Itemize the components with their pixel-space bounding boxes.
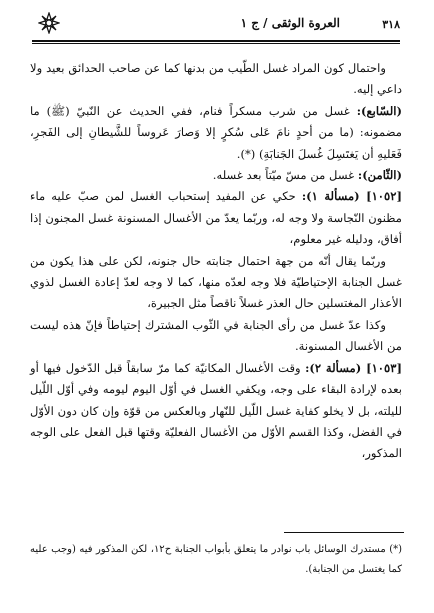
footnote: (*) مستدرك الوسائل باب نوادر ما يتعلق بأبواب الجنابة ح١٢، لكن المذكور فيه (وجب عليه كما يغتسل من الجنابة). [30, 544, 402, 575]
item-label: (السّابع): [356, 103, 402, 118]
footnote-marker: (*) [389, 544, 402, 555]
paragraph: (الثّامن): غسل من مسّ ميّتاً بعد غسله. [212, 168, 402, 183]
paragraph: [١٠٥٢] (مسألة ١): حكي عن المفيد إستحباب الغسل لمن صبّ عليه ماء مظنون النّجاسة ولا وجه له، وربّما يعدّ من الأغسال المسنونة غسل المجنون إذا أفاق، ودليله غير معلوم، [30, 189, 402, 247]
item-label: [١٠٥٢] (مسألة ١): [301, 189, 402, 204]
footnote-divider [284, 532, 404, 533]
paragraph: وكذا عدّ غسل من رأى الجنابة في الثّوب المشترك إحتياطاً فإنّ هذه ليست من الأغسال المسنونة. [30, 317, 402, 354]
main-text [30, 58, 402, 465]
paragraph: واحتمال كون المراد غسل الطّيب من بدنها كما عن صاحب الحدائق بعيد ولا داعي إليه. [30, 61, 402, 97]
floral-ornament-icon [38, 12, 60, 34]
page-header [32, 8, 400, 42]
header-rule [32, 40, 400, 42]
paragraph: [١٠٥٣] (مسألة ٢): وقت الأغسال المكانيّة كما مرّ سابقاً قبل الدّخول فيها أو بعده لإرادة البقاء على وجه، ويكفي الغسل في أوّل اليوم ليومه وفي أوّل اللّيل لليلته، بل لا يخلو كفاية غسل اللّيل للنّهار وبالعكس من قوّة وإن كان دون الأوّل في الفضل، وكذا القسم الأوّل من الأغسال الفعليّة وقتها قبل الفعل على الوجه المذكور، [30, 360, 402, 461]
page-number: ٣١٨ [382, 18, 400, 31]
header-rule-thin [32, 43, 400, 44]
item-label: (الثّامن): [357, 168, 402, 183]
item-label: [١٠٥٣] (مسألة ٢): [305, 360, 402, 375]
paragraph: وربّما يقال أنّه من جهة احتمال جنابته حال جنونه، لكن على هذا يكون من غسل الجنابة الإحتياطيّة فلا وجه لعدّه منها، كما لا وجه لعدّ إعادة الغسل لذوي الأعذار المغتسلين حال العذر غسلاً ناقصاً مثل الجبيرة، [30, 253, 402, 311]
paragraph: (السّابع): غسل من شرب مسكراً فنام، ففي الحديث عن النّبيّ (ﷺ) ما مضمونه: (ما من أحدٍ نامَ عَلى سُكرٍ إلا وَصارَ عَروساً للشَّيطانِ إلى الفَجرِ، فَعَليهِ أن يَغتَسِلَ غُسلَ الجَنابَةِ) (*). [30, 103, 402, 161]
running-title: العروة الوثقى / ج ١ [240, 16, 340, 30]
footnote-marker: (*) [240, 146, 256, 161]
